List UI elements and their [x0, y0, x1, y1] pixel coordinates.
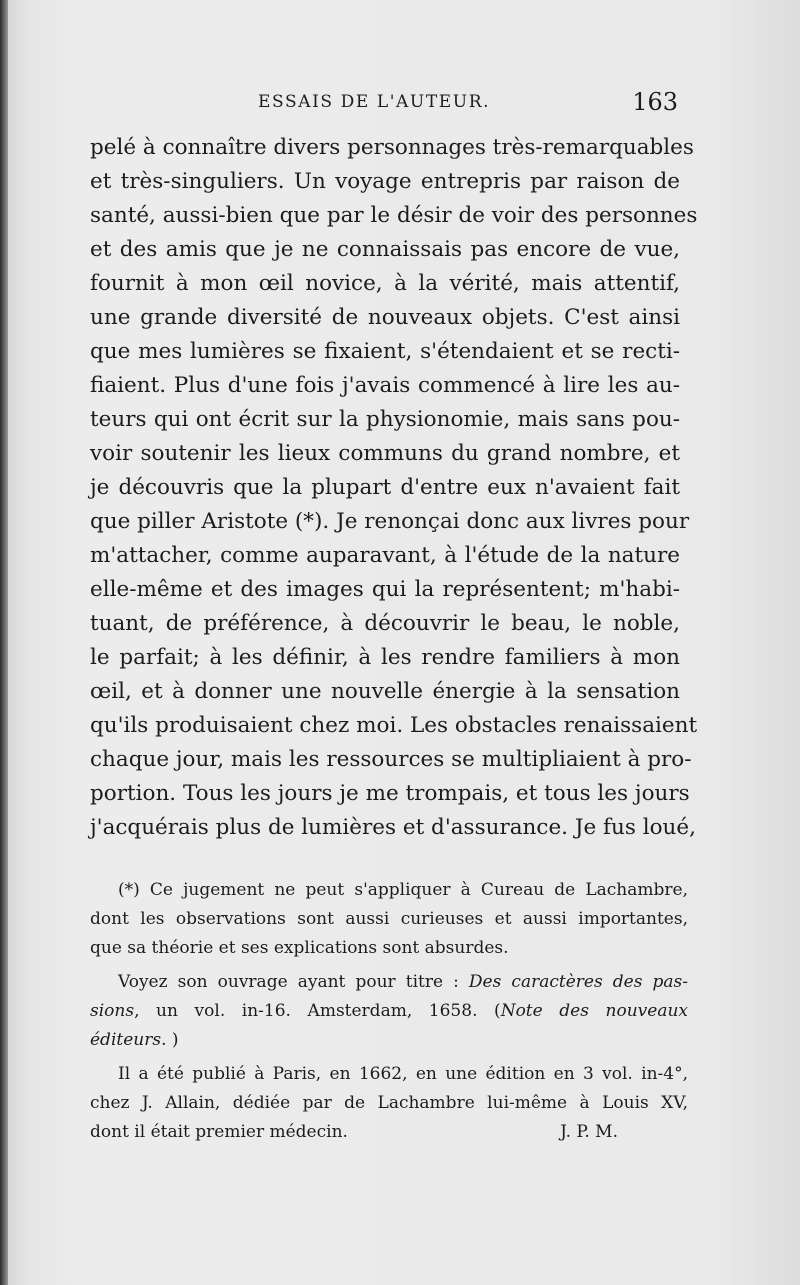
signature: J. P. M.: [560, 1122, 618, 1142]
text-line: pelé à connaître divers personnages très-remarquables: [90, 135, 694, 160]
footnote-line: Il a été publié à Paris, en 1662, en une édition en 3 vol. in-4°,: [118, 1064, 688, 1084]
text-line: œil, et à donner une nouvelle énergie à la sensation: [90, 679, 680, 704]
footnote-line: [90, 968, 688, 997]
footnote-last-line: [90, 1118, 688, 1147]
text-line: je découvris que la plupart d'entre eux n'avaient fait: [90, 475, 680, 500]
footnote-line: (*) Ce jugement ne peut s'appliquer à Cureau de Lachambre,: [118, 880, 688, 900]
text-line: santé, aussi-bien que par le désir de voir des personnes: [90, 203, 698, 228]
text-line: chaque jour, mais les ressources se multipliaient à pro-: [90, 747, 692, 772]
editor-note-italic: Note des nouveaux: [500, 1001, 688, 1021]
text-line: portion. Tous les jours je me trompais, et tous les jours: [90, 781, 690, 806]
editor-note-italic: éditeurs.: [90, 1030, 167, 1050]
text-line: tuant, de préférence, à découvrir le beau, le noble,: [90, 611, 680, 636]
footnote-line: [90, 997, 688, 1026]
text-line: le parfait; à les définir, à les rendre familiers à mon: [90, 645, 680, 670]
text-line: elle-même et des images qui la représentent; m'habi-: [90, 577, 680, 602]
text-line: une grande diversité de nouveaux objets. C'est ainsi: [90, 305, 680, 330]
footnote-text: dont il était premier médecin.: [90, 1122, 348, 1142]
text-line: fiaient. Plus d'une fois j'avais commencé à lire les au-: [90, 373, 680, 398]
main-text: [90, 131, 698, 845]
book-title-italic: sions: [90, 1001, 135, 1021]
text-line: voir soutenir les lieux communs du grand nombre, et: [90, 441, 680, 466]
running-head-title: ESSAIS DE L'AUTEUR.: [258, 92, 491, 112]
text-line: m'attacher, comme auparavant, à l'étude de la nature: [90, 543, 680, 568]
footnote-text: Voyez son ouvrage ayant pour titre :: [118, 972, 469, 992]
text-line: j'acquérais plus de lumières et d'assurance. Je fus loué,: [90, 815, 696, 840]
text-line: que mes lumières se fixaient, s'étendaient et se recti-: [90, 339, 680, 364]
text-line: que piller Aristote (*). Je renonçai donc aux livres pour: [90, 509, 690, 534]
text-line: et des amis que je ne connaissais pas encore de vue,: [90, 237, 680, 262]
text-line: et très-singuliers. Un voyage entrepris par raison de: [90, 169, 680, 194]
page-edge-shadow: [0, 0, 8, 1285]
text-line: qu'ils produisaient chez moi. Les obstacles renaissaient: [90, 713, 698, 738]
footnote: [90, 876, 688, 1147]
page-number: 163: [632, 88, 678, 116]
book-title-italic: Des caractères des pas-: [468, 972, 688, 992]
footnote-line: chez J. Allain, dédiée par de Lachambre lui-même à Louis XV,: [90, 1093, 688, 1113]
footnote-text: ): [166, 1030, 179, 1050]
footnote-line: dont les observations sont aussi curieuses et aussi importantes,: [90, 909, 688, 929]
text-line: fournit à mon œil novice, à la vérité, mais attentif,: [90, 271, 680, 296]
text-line: teurs qui ont écrit sur la physionomie, mais sans pou-: [90, 407, 680, 432]
footnote-line: [90, 1026, 688, 1055]
running-head: [90, 88, 680, 124]
footnote-line: que sa théorie et ses explications sont absurdes.: [90, 938, 509, 958]
footnote-text: , un vol. in-16. Amsterdam, 1658. (: [134, 1001, 501, 1021]
